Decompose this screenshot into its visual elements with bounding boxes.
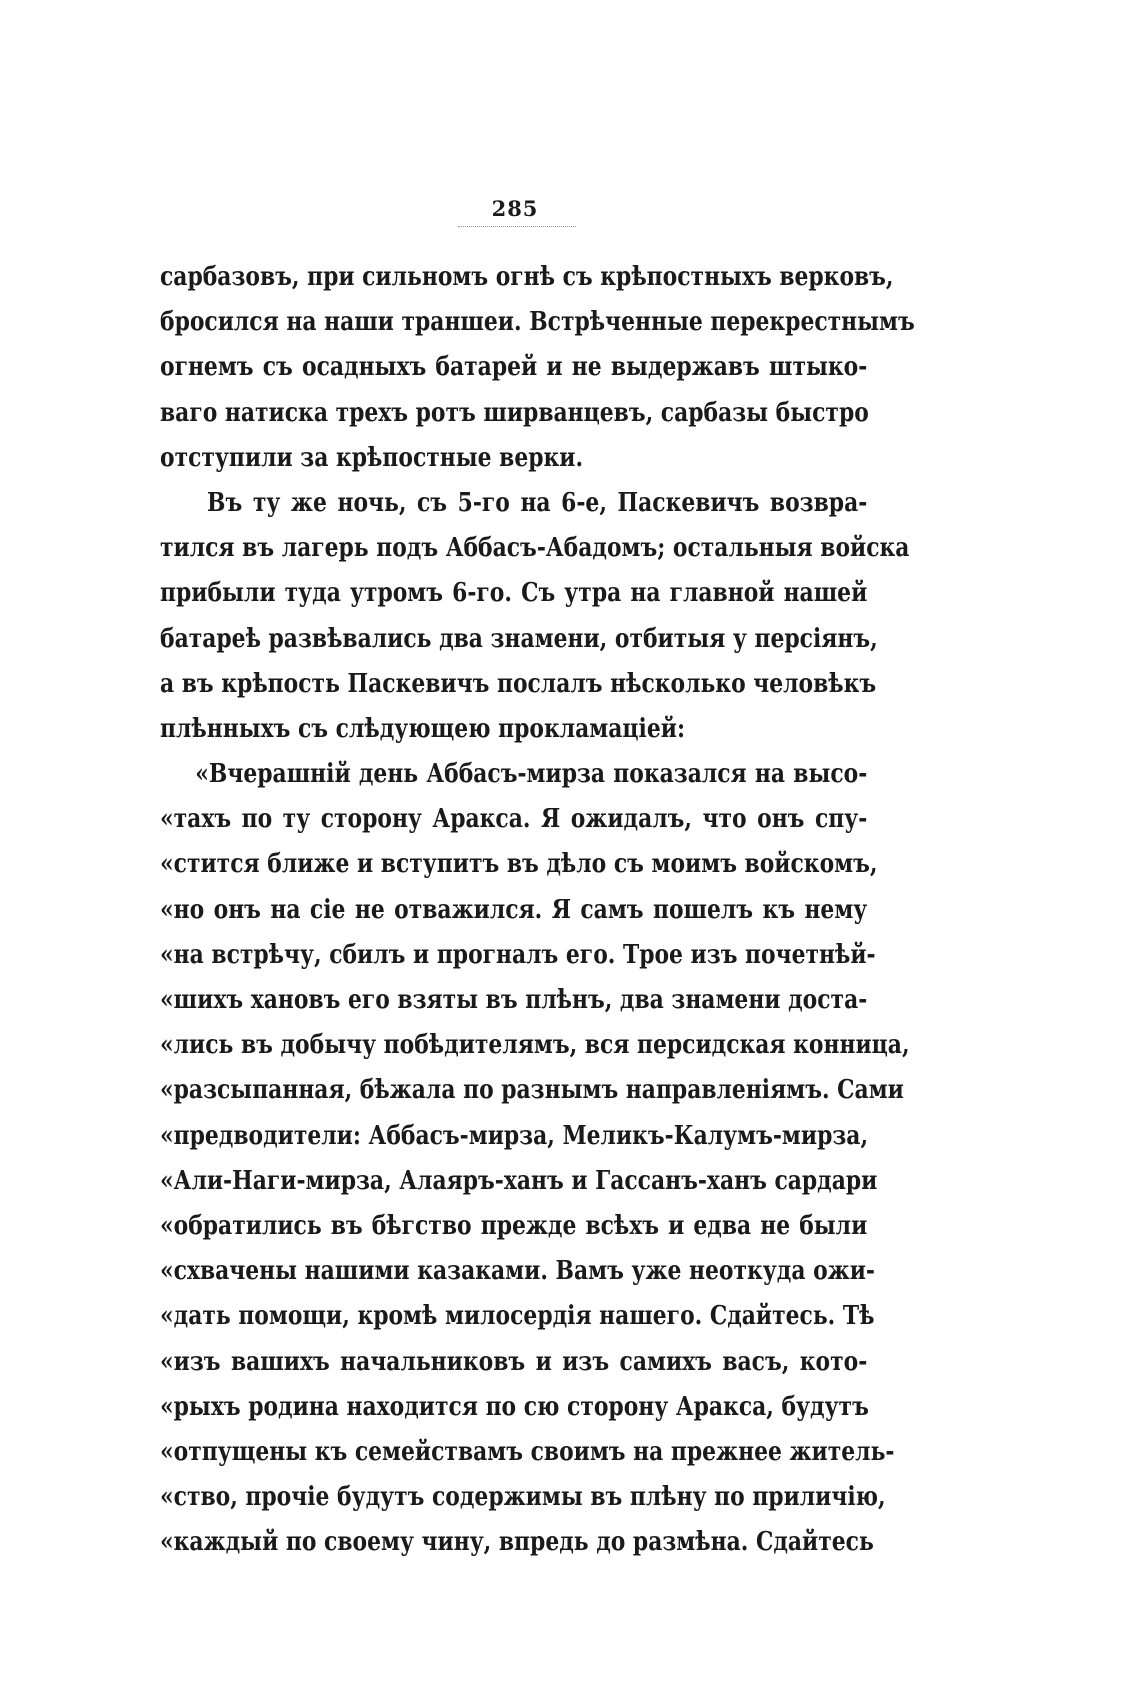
- text-line: сарбазовъ, при сильномъ огнѣ съ крѣпостныхъ верковъ,: [160, 262, 894, 292]
- quote-line: «но онъ на сіе не отважился. Я самъ пошелъ къ нему: [160, 894, 868, 925]
- quote-line: «стится ближе и вступитъ въ дѣло съ моимъ войскомъ,: [160, 849, 878, 880]
- text-line: прибыли туда утромъ 6-го. Съ утра на главной нашей: [160, 578, 868, 609]
- text-line: бросился на наши траншеи. Встрѣченные перекрестнымъ: [160, 307, 915, 338]
- text-line: ваго натиска трехъ ротъ ширванцевъ, сарбазы быстро: [160, 397, 869, 428]
- text-line: плѣнныхъ съ слѣдующею прокламаціей:: [160, 713, 686, 744]
- quote-line: «разсыпанная, бѣжала по разнымъ направленіямъ. Сами: [160, 1075, 904, 1106]
- quote-line: «Али-Наги-мирза, Алаяръ-ханъ и Гассанъ-ханъ сардари: [160, 1165, 878, 1196]
- quote-line: «на встрѣчу, сбилъ и прогналъ его. Трое изъ почетнѣй-: [160, 939, 876, 970]
- quote-line: «каждый по своему чину, впредь до размѣна. Сдайтесь: [160, 1527, 874, 1558]
- quote-line: «дать помощи, кромѣ милосердія нашего. Сдайтесь. Тѣ: [160, 1301, 875, 1332]
- page-number-rule: [458, 226, 576, 227]
- body-text: [160, 255, 915, 1565]
- text-line: а въ крѣпость Паскевичъ послалъ нѣсколько человѣкъ: [160, 668, 877, 699]
- quote-line: «изъ вашихъ начальниковъ и изъ самихъ васъ, кото-: [160, 1346, 868, 1377]
- quote-line: «обратились въ бѣгство прежде всѣхъ и едва не были: [160, 1210, 868, 1241]
- quote-start-line: «Вчерашній день Аббасъ-мирза показался на высо-: [195, 759, 868, 790]
- text-line: тился въ лагерь подъ Аббасъ-Абадомъ; остальныя войска: [160, 533, 910, 564]
- quote-line: «рыхъ родина находится по сю сторону Аракса, будутъ: [160, 1391, 869, 1422]
- text-line: отступили за крѣпостные верки.: [160, 442, 584, 473]
- quote-line: «схвачены нашими казаками. Вамъ уже неоткуда ожи-: [160, 1256, 875, 1287]
- text-line: батареѣ развѣвались два знамени, отбитыя у персіянъ,: [160, 623, 878, 654]
- quote-line: «тахъ по ту сторону Аракса. Я ожидалъ, что онъ спу-: [160, 804, 868, 835]
- quote-line: «лись въ добычу побѣдителямъ, вся персидская конница,: [160, 1030, 910, 1061]
- paragraph-start-line: Въ ту же ночь, съ 5-го на 6-е, Паскевичъ возвра-: [207, 487, 868, 518]
- text-line: огнемъ съ осадныхъ батарей и не выдержавъ штыко-: [160, 352, 868, 383]
- quote-line: «шихъ хановъ его взяты въ плѣнъ, два знамени доста-: [160, 985, 868, 1015]
- quote-line: «ство, прочіе будутъ содержимы въ плѣну по приличію,: [160, 1482, 886, 1513]
- page-number: 285: [491, 196, 539, 221]
- quote-line: «предводители: Аббасъ-мирза, Меликъ-Калумъ-мирза,: [160, 1120, 869, 1151]
- quote-line: «отпущены къ семействамъ своимъ на прежнее житель-: [160, 1436, 895, 1467]
